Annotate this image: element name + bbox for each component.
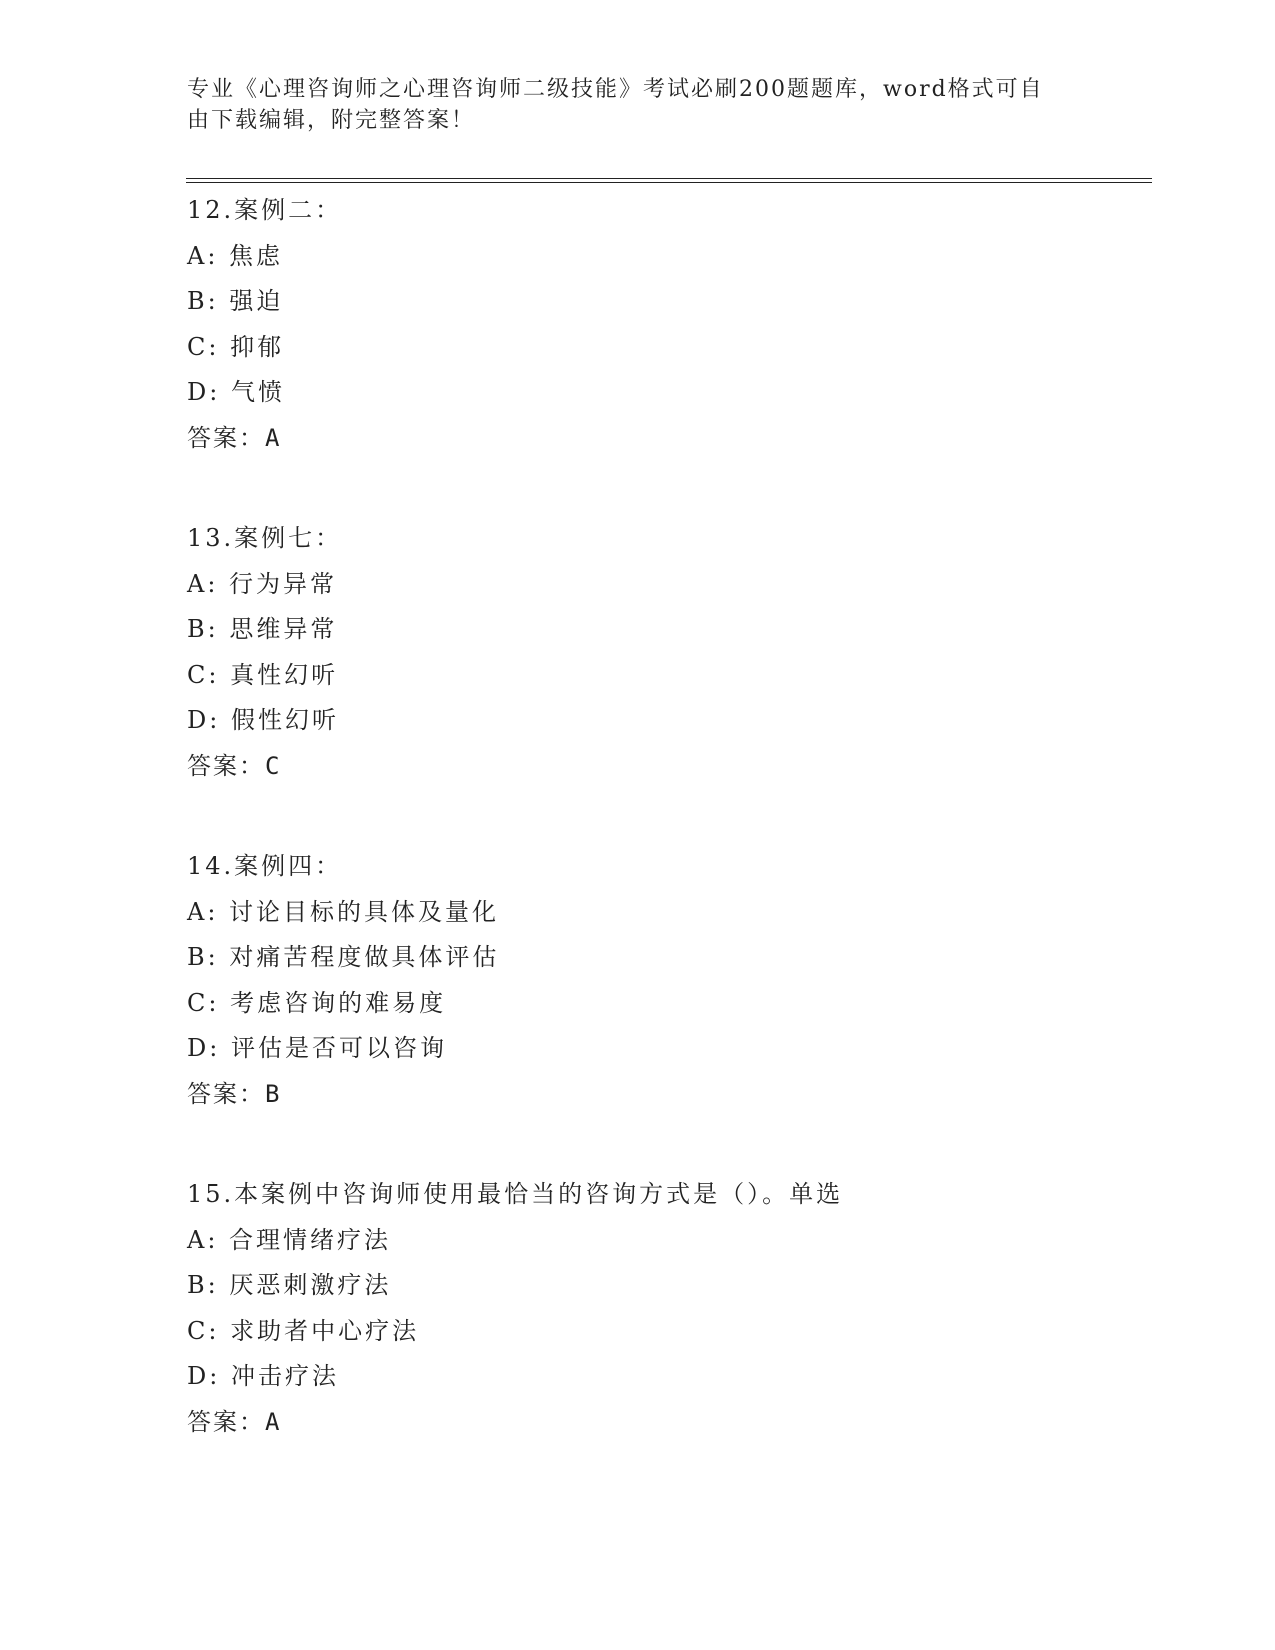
option-d: D: 气愤 (187, 378, 285, 406)
option-b: B: 厌恶刺激疗法 (187, 1271, 392, 1299)
answer-label: 答案： (187, 1407, 265, 1436)
answer-line (187, 1400, 1147, 1446)
header-line-1: 专业《心理咨询师之心理咨询师二级技能》考试必刷200题题库，word格式可自 (187, 77, 1044, 102)
answer-value: B (265, 1079, 283, 1108)
answer-line (187, 744, 1147, 790)
option-c: C: 抑郁 (187, 332, 285, 361)
answer-value: A (265, 423, 283, 452)
question-stem: 15.本案例中咨询师使用最恰当的咨询方式是（）。单选 (187, 1180, 844, 1208)
option-d: D: 假性幻听 (187, 706, 339, 734)
answer-line (187, 1072, 1147, 1118)
option-a: A: 讨论目标的具体及量化 (187, 897, 500, 926)
question-stem: 14.案例四： (187, 852, 343, 880)
option-c: C: 真性幻听 (187, 660, 339, 689)
option-c: C: 求助者中心疗法 (187, 1316, 420, 1345)
option-b: B: 思维异常 (187, 615, 338, 643)
option-d: D: 冲击疗法 (187, 1362, 339, 1390)
option-b: B: 对痛苦程度做具体评估 (187, 943, 500, 971)
question-stem: 13.案例七： (187, 524, 343, 552)
question-list (187, 188, 1147, 1500)
answer-value: C (265, 751, 283, 780)
question-15 (187, 1172, 1147, 1445)
answer-label: 答案： (187, 751, 265, 780)
question-stem: 12.案例二： (187, 196, 343, 224)
option-d: D: 评估是否可以咨询 (187, 1034, 447, 1062)
answer-value: A (265, 1407, 283, 1436)
header-divider-top (186, 178, 1152, 179)
option-a: A: 焦虑 (187, 241, 284, 270)
option-b: B: 强迫 (187, 287, 284, 315)
document-header (187, 74, 1067, 136)
header-line-2: 由下载编辑，附完整答案！ (187, 108, 476, 133)
option-a: A: 合理情绪疗法 (187, 1225, 392, 1254)
option-c: C: 考虑咨询的难易度 (187, 988, 447, 1017)
answer-label: 答案： (187, 423, 265, 452)
question-14 (187, 844, 1147, 1117)
answer-line (187, 416, 1147, 462)
answer-label: 答案： (187, 1079, 265, 1108)
question-13 (187, 516, 1147, 789)
question-12 (187, 188, 1147, 461)
header-divider-bottom (186, 182, 1152, 183)
option-a: A: 行为异常 (187, 569, 338, 598)
